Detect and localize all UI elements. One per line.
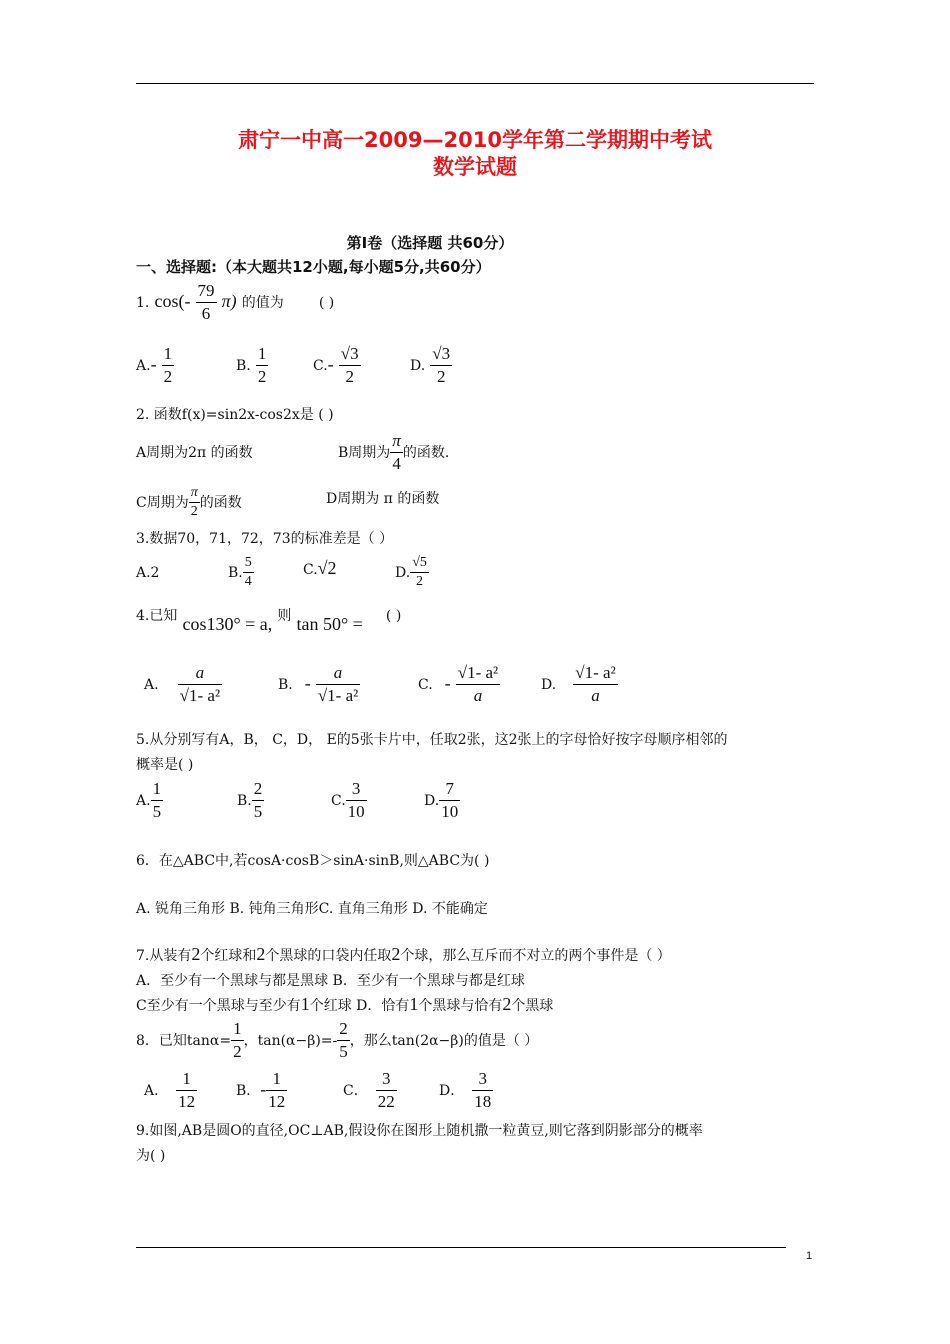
q5-line2: 概率是( ): [136, 757, 194, 773]
q7-options-ab: A．至少有一个黑球与都是黑球 B．至少有一个黑球与都是红球: [136, 973, 525, 989]
q4-option-b: B. - $\frac{a}{\text{√1- a²}}$: [278, 663, 359, 705]
q4-tan-expr: tan 50° =: [296, 614, 363, 634]
q7-stem: 7.从装有2个红球和2个黑球的口袋内任取2个球，那么互斥而不对立的两个事件是（ ）: [136, 944, 671, 964]
q6-stem: 6．在△ABC中,若cosA·cosB＞sinA·sinB,则△ABC为( ): [136, 853, 490, 869]
q2-option-a: A周期为2π 的函数: [136, 445, 253, 461]
q5-line1: 5.从分别写有A，B， C，D， E的5张卡片中，任取2张，这2张上的字母恰好按字母顺序相邻的: [136, 732, 728, 748]
part-heading: 第Ⅰ卷（选择题 共60分）: [346, 234, 514, 252]
q1-tail: 的值为: [241, 295, 284, 311]
q1-option-d: D. $\frac{√3}{2}$: [410, 344, 451, 386]
q5-option-a: A. $\frac{1}{5}$: [136, 779, 162, 821]
q4-option-c: C. - $\frac{\text{√1- a²}}{a}$: [418, 663, 499, 705]
q2-option-d: D周期为 π 的函数: [326, 491, 440, 507]
q2-option-b: B周期为 $\frac{\pi}{4}$ 的函数.: [338, 431, 450, 473]
q8-option-c: C． $\frac{3}{22}$: [343, 1069, 395, 1111]
q1-cos: cos(-: [154, 291, 191, 311]
q8-option-b: B．- $\frac{1}{12}$: [236, 1069, 286, 1111]
q2-stem: 2. 函数f(x)=sin2x-cos2x是 ( ): [136, 407, 334, 423]
q3-option-d: D. $\frac{√5}{2}$: [395, 555, 427, 589]
q2-option-c: C周期为 $\frac{\pi}{2}$ 的函数: [136, 485, 242, 519]
q1-option-c: C.- $\frac{√3}{2}$: [313, 344, 359, 386]
footer-rule: [136, 1247, 786, 1248]
exam-title: 肃宁一中高一2009—2010学年第二学期期中考试: [238, 128, 712, 152]
q8-stem: 8．已知tanα= $\frac{1}{2}$ ，tan(α−β)=- $\frac{2}{5}$ ，那么tan(2α−β)的值是（ ）: [136, 1019, 539, 1061]
q3-stem: 3.数据70，71，72，73的标准差是（ ）: [136, 531, 394, 547]
q6-options: A. 锐角三角形 B. 钝角三角形C. 直角三角形 D. 不能确定: [136, 901, 488, 917]
q1-pi: π): [221, 291, 237, 311]
q1-option-a: A.- $\frac{1}{2}$: [136, 344, 173, 386]
q4-option-a: A. $\frac{a}{\text{√1- a²}}$: [144, 663, 221, 705]
q4-option-d: D. $\frac{\text{√1- a²}}{a}$: [541, 663, 616, 705]
q1-paren: ( ): [318, 295, 335, 311]
page-number: 1: [806, 1250, 813, 1262]
q3-option-a: A.2: [136, 565, 160, 581]
q1-fraction: $\frac{79}{6}$: [197, 281, 215, 323]
q9-line2: 为( ): [136, 1148, 166, 1164]
q4-cos-expr: cos130° = a,: [182, 614, 273, 634]
q1-option-b: B. $\frac{1}{2}$: [236, 344, 267, 386]
q8-option-a: A． $\frac{1}{12}$: [144, 1069, 196, 1111]
question-4: 4.已知 cos130° = a, 则 tan 50° = ( ): [136, 608, 402, 634]
question-1: [136, 280, 334, 325]
q3-option-b: B. $\frac{5}{4}$: [228, 555, 252, 589]
q5-option-b: B. $\frac{2}{5}$: [237, 779, 263, 821]
exam-subtitle: 数学试题: [433, 155, 517, 179]
q7-options-cd: C至少有一个黑球与至少有1个红球 D．恰有1个黑球与恰有2个黑球: [136, 994, 554, 1014]
header-rule: [136, 83, 814, 84]
q5-option-c: C. $\frac{3}{10}$: [331, 779, 365, 821]
q3-option-c: C.√2: [303, 558, 337, 578]
q8-option-d: D． $\frac{3}{18}$: [439, 1069, 492, 1111]
q1-number: 1.: [136, 295, 150, 311]
q5-option-d: D. $\frac{7}{10}$: [424, 779, 459, 821]
q9-line1: 9.如图,AB是圆O的直径,OC⊥AB,假设你在图形上随机撒一粒黄豆,则它落到阴影部分的概率: [136, 1123, 703, 1139]
section-heading: 一、选择题:（本大题共12小题,每小题5分,共60分）: [136, 258, 491, 276]
